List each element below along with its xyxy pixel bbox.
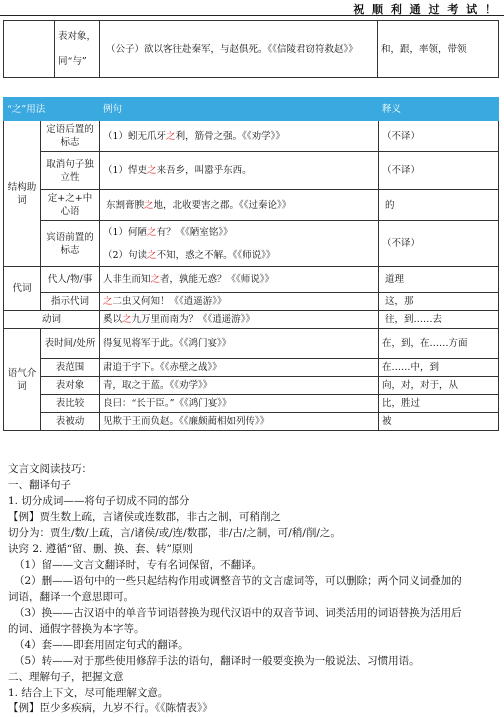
- table-row: [4, 311, 499, 329]
- meaning-cell: （不译）: [379, 152, 499, 190]
- example-cell: 肃追于宇下。《《赤壁之战》》: [100, 359, 379, 377]
- meaning-cell: （不译）: [379, 221, 499, 267]
- tip-line: （3）换——古汉语中的单音节词语替换为现代汉语中的双音节词、词类活用的词语替换为活用后: [14, 607, 462, 619]
- usage-sub: 定语后置的标志: [41, 121, 100, 152]
- meaning-cell: 被: [379, 413, 499, 431]
- example-text: （1）何陋: [103, 226, 148, 238]
- highlight-zhi: 之: [144, 199, 154, 211]
- example-line: 【例】臣少多疾病，九岁不行。《《陈情表》》: [8, 702, 213, 714]
- tip-line: 1. 结合上下文，尽可能理解文意。: [8, 687, 169, 699]
- table-row: [4, 267, 499, 293]
- example-line: 【例】贾生数上疏，言诸侯或连数郡，非古之制，可稍削之: [8, 511, 281, 523]
- example-cell: [100, 221, 379, 267]
- highlight-zhi: 之: [147, 249, 157, 261]
- usage-line-1: 表对象，: [58, 31, 97, 42]
- meaning-cell: 和，跟，率领，带领: [378, 21, 499, 78]
- example-cell: [100, 267, 379, 293]
- tips-heading: 文言文阅读技巧：: [8, 463, 92, 475]
- example-text: （1）蚓无爪牙: [103, 130, 167, 142]
- example-text: 人非生而知: [103, 274, 151, 285]
- usage-sub: 宾语前置的标志: [41, 221, 100, 267]
- meaning-cell: 向，对，对于，从: [379, 377, 499, 395]
- example-cell: （公子）欲以客往赴秦军，与赵俱死。《《信陵君窃符救赵》》: [100, 21, 378, 78]
- section-heading: 一、翻译句子: [8, 479, 71, 491]
- highlight-zhi: 之: [103, 296, 113, 307]
- meaning-cell: 在，到，在……方面: [379, 329, 499, 359]
- tip-line: 词语，翻译一个意思即可。: [8, 591, 134, 603]
- group-modal: 语气介词: [4, 329, 41, 431]
- header-meaning: 释义: [379, 98, 499, 121]
- usage-sub: 表范围: [41, 359, 100, 377]
- example-cell: 得复见将军于此。《《鸿门宴》》: [100, 329, 379, 359]
- usage-sub: 表被动: [41, 413, 100, 431]
- table-row: [4, 395, 499, 413]
- table-row: [4, 377, 499, 395]
- table-header-row: [4, 98, 499, 121]
- highlight-zhi: 之: [166, 130, 176, 142]
- example-cell: [100, 190, 379, 221]
- table-row: [4, 329, 499, 359]
- example-line: [103, 249, 375, 262]
- usage-line-2: 同“与”: [58, 56, 87, 67]
- section-heading: 二、理解句子，把握文意: [8, 671, 124, 683]
- example-cell: [100, 152, 379, 190]
- highlight-zhi: 之: [122, 314, 132, 325]
- tip-line: （2）删——语句中的一些只起结构作用或调整音节的文言虚词等，可以删除；两个同义词叠加的: [14, 575, 462, 587]
- usage-sub: 表时间/处所: [41, 329, 100, 359]
- tip-line: 的词、通假字替换为本字等。: [8, 623, 145, 635]
- example-text: 奚以: [103, 314, 123, 325]
- example-text: 者，孰能无惑？《《师说》》: [160, 274, 275, 285]
- tip-line: 切分为：贾生/数/上疏，言/诸侯/或/连/数郡，非/古/之制，可/稍/削/之。: [8, 527, 341, 539]
- example-text: 不知，惑之不解。《《师说》》: [156, 249, 276, 261]
- usage-sub: 定+之+中心语: [41, 190, 100, 221]
- example-text: 来吾乡，叫嚣乎东西。: [156, 165, 252, 176]
- usage-cell: [55, 21, 100, 78]
- tip-line: 诀窍 2. 遵循“留、删、换、套、转”原则: [8, 543, 193, 555]
- example-text: 二虫又何知！《《逍遥游》》: [112, 296, 227, 307]
- example-cell: [100, 293, 379, 311]
- meaning-cell: 往，到……去: [379, 311, 499, 329]
- table-row: [4, 413, 499, 431]
- top-empty-cell: [4, 21, 55, 78]
- example-line: [103, 226, 375, 239]
- usage-sub: 表比较: [41, 395, 100, 413]
- group-structural: 结构助词: [4, 121, 41, 267]
- page-header: [0, 0, 504, 20]
- header-usage: “之”用法: [4, 98, 100, 121]
- tip-line: （4）套——即套用固定句式的翻译。: [14, 639, 189, 651]
- usage-sub: 表对象: [41, 377, 100, 395]
- meaning-cell: 在……中，到: [379, 359, 499, 377]
- table-row: [4, 293, 499, 311]
- meaning-cell: 比，胜过: [379, 395, 499, 413]
- example-cell: 良曰：“长于臣。”《《鸿门宴》》: [100, 395, 379, 413]
- example-text: 九万里而南为？《《逍遥游》》: [131, 314, 256, 325]
- highlight-zhi: 之: [150, 274, 161, 285]
- zhi-usage-table: [3, 97, 499, 431]
- usage-sub: 代人/物/事: [41, 267, 100, 293]
- meaning-cell: 这，那: [379, 293, 499, 311]
- example-text: （1）悍吏: [103, 165, 148, 176]
- top-usage-table: [3, 20, 499, 78]
- usage-sub: 取消句子独立性: [41, 152, 100, 190]
- table-row: [4, 152, 499, 190]
- group-verb: 动词: [4, 311, 100, 329]
- table-row: [4, 190, 499, 221]
- example-cell: 青，取之于蓝。《《劝学》》: [100, 377, 379, 395]
- example-cell: [100, 311, 379, 329]
- meaning-cell: （不译）: [379, 121, 499, 152]
- header-slogan: 祝 顺 利 通 过 考 试 ！: [353, 3, 498, 16]
- example-cell: [100, 121, 379, 152]
- example-cell: 见欺于王而负赵。《《廉颇蔺相如列传》》: [100, 413, 379, 431]
- meaning-cell: 的: [379, 190, 499, 221]
- example-text: 利，筋骨之强。《《劝学》》: [175, 130, 285, 142]
- usage-sub: 指示代词: [41, 293, 100, 311]
- tip-line: 1. 切分成词——将句子切成不同的部分: [8, 495, 190, 507]
- tip-line: （5）转——对于那些使用修辞手法的语句，翻译时一般要变换为一般说法、习惯用语。: [14, 655, 420, 667]
- meaning-cell: 道理: [379, 267, 499, 293]
- tip-line: （1）留——文言文翻译时，专有名词保留，不翻译。: [14, 559, 263, 571]
- highlight-zhi: 之: [147, 165, 157, 176]
- header-rule: [0, 15, 504, 16]
- example-text: 地，北收要害之郡。《《过秦论》》: [153, 199, 292, 211]
- table-row: [4, 221, 499, 267]
- group-pronoun: 代词: [4, 267, 41, 311]
- example-text: 有？《《陋室铭》》: [156, 226, 233, 238]
- header-example: 例句: [100, 98, 379, 121]
- highlight-zhi: 之: [147, 226, 157, 238]
- table-row: [4, 121, 499, 152]
- example-text: （2）句读: [103, 249, 148, 261]
- table-row: [4, 359, 499, 377]
- example-text: 东割膏腴: [106, 199, 145, 211]
